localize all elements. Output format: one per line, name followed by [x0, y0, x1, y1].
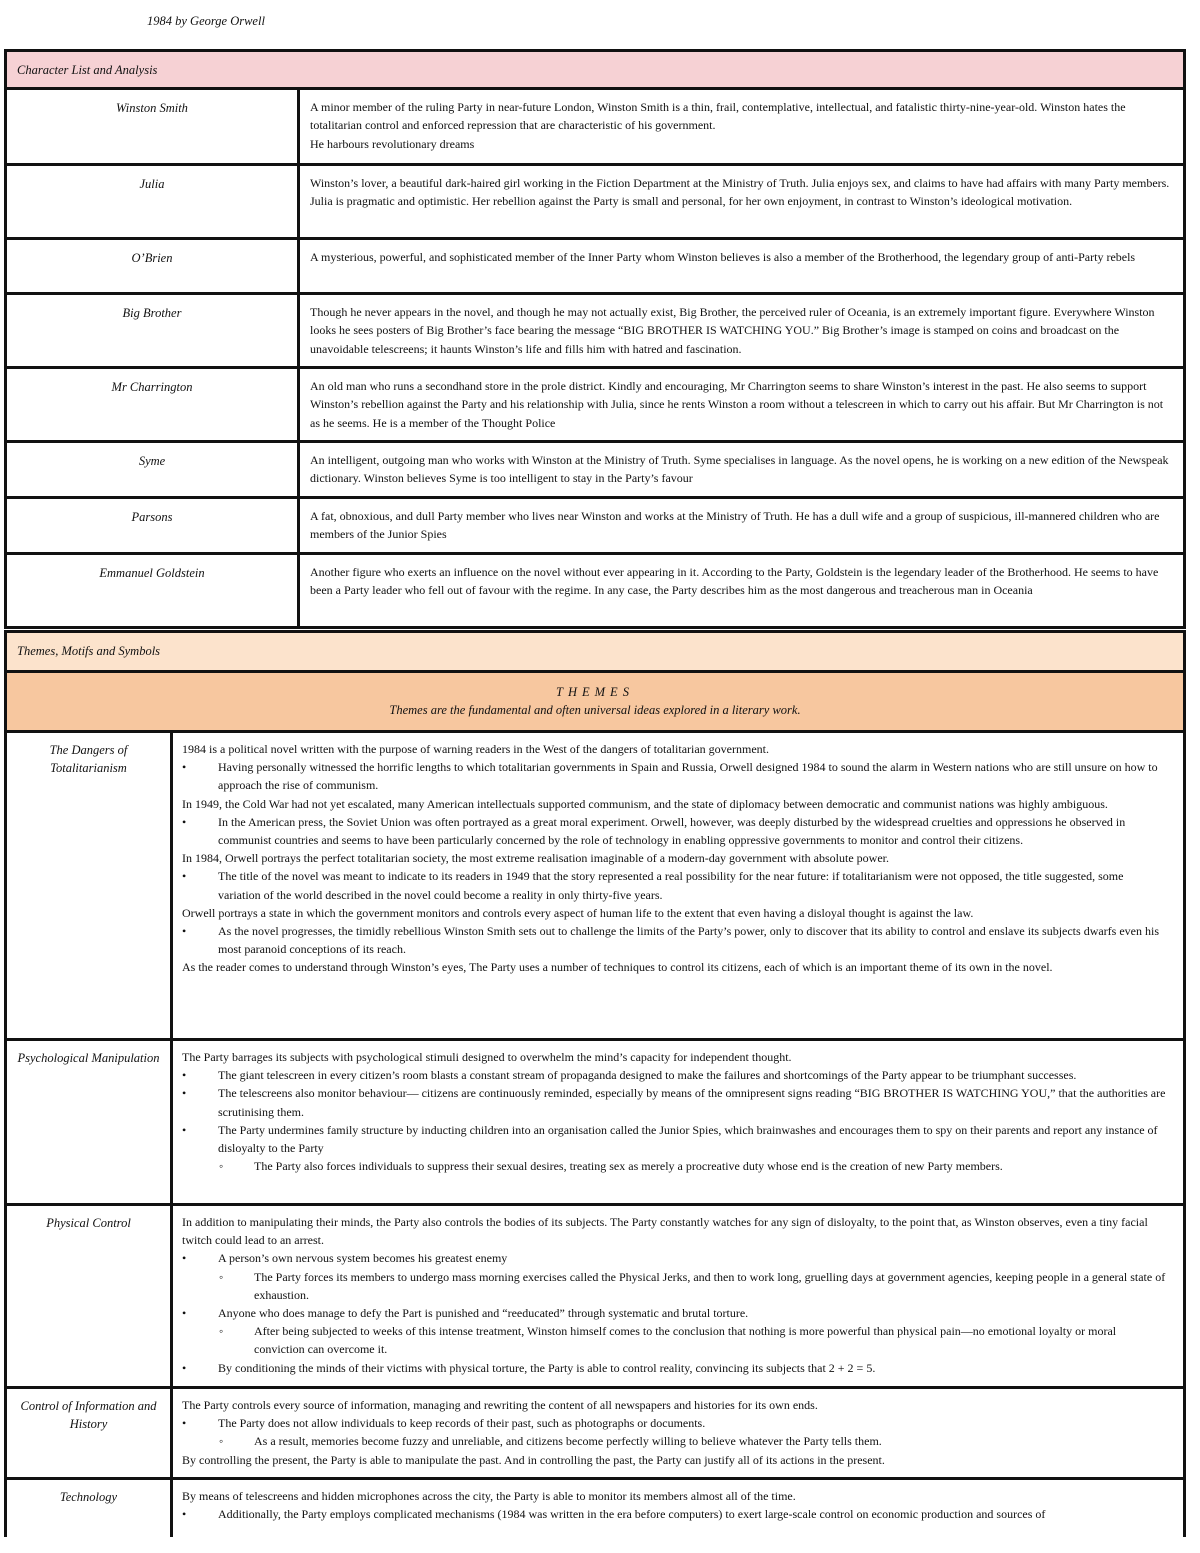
themes-banner: [7, 673, 1183, 730]
character-description: Winston’s lover, a beautiful dark-haired girl working in the Fiction Department at the Ministry of Truth. Julia enjoys sex, and claims to have had affairs with many Party members. Julia is pragmatic and optimistic. Her rebellion against the Party is small and personal, for her own enjoyment, in contrast to Winston’s ideological motivation.: [310, 176, 1170, 209]
theme-paragraph: By means of telescreens and hidden microphones across the city, the Party is able to monitor its members almost all of the time.: [182, 1489, 796, 1503]
themes-table: [4, 630, 1186, 1537]
theme-bullet: • In the American press, the Soviet Union was often portrayed as a great moral experiment. Orwell, however, was deeply disturbed by the widespread cruelties and oppressions he observed in communist countries and seems to have been particularly concerned by the role of technology in enabling oppressive governments to monitor and control their citizens.: [182, 813, 1169, 849]
theme-bullet: • The giant telescreen in every citizen’s room blasts a constant stream of propaganda designed to make the failures and shortcomings of the Party appear to be triumphant successes.: [182, 1066, 1169, 1084]
theme-body: [173, 1389, 1183, 1477]
theme-bullet: • The telescreens also monitor behaviour— citizens are continuously reminded, especially by means of the omnipresent signs reading “BIG BROTHER IS WATCHING YOU,” that the authorities are scrutinising them.: [182, 1084, 1169, 1120]
character-description: An intelligent, outgoing man who works with Winston at the Ministry of Truth. Syme specialises in language. As the novel opens, he is working on a new edition of the Newspeak dictionary. Winston believes Syme is too intelligent to stay in the Party’s favour: [310, 453, 1169, 486]
theme-bullet: • Having personally witnessed the horrific lengths to which totalitarian governments in Spain and Russia, Orwell designed 1984 to sound the alarm in Western nations who are still unsure on how to approach the rise of communism.: [182, 758, 1169, 794]
theme-row: [7, 1386, 1183, 1477]
character-name: Mr Charrington: [7, 369, 300, 440]
theme-body: [173, 1480, 1183, 1537]
character-table: [4, 49, 1186, 629]
theme-row: [7, 1477, 1183, 1537]
theme-paragraph: Orwell portrays a state in which the government monitors and controls every aspect of human life to the extent that even having a disloyal thought is against the law.: [182, 905, 974, 920]
theme-paragraph: As the reader comes to understand through Winston’s eyes, The Party uses a number of techniques to control its citizens, each of which is an important theme of its own in the novel.: [182, 960, 1053, 975]
theme-bullet: • By conditioning the minds of their victims with physical torture, the Party is able to control reality, convincing its subjects that 2 + 2 = 5.: [182, 1359, 1169, 1377]
character-name: O’Brien: [7, 240, 300, 292]
character-section-title: Character List and Analysis: [7, 52, 1183, 90]
character-row: [7, 552, 1183, 626]
theme-name: Psychological Manipulation: [7, 1041, 173, 1203]
theme-paragraph: The Party controls every source of information, managing and rewriting the content of all newspapers and histories for its own ends.: [182, 1398, 818, 1412]
character-row: [7, 366, 1183, 440]
theme-body: [173, 1041, 1183, 1203]
character-name: Julia: [7, 166, 300, 237]
theme-bullet: • A person’s own nervous system becomes his greatest enemy: [182, 1249, 1169, 1267]
theme-row: [7, 1038, 1183, 1203]
character-name: Syme: [7, 443, 300, 496]
character-description: A mysterious, powerful, and sophisticated member of the Inner Party whom Winston believes is also a member of the Brotherhood, the legendary group of anti-Party rebels: [310, 250, 1136, 264]
character-description: Though he never appears in the novel, and though he may not actually exist, Big Brother, the perceived ruler of Oceania, is an extremely important figure. Everywhere Winston looks he sees posters of Big Brother’s face bearing the message “BIG BROTHER IS WATCHING YOU.” Big Brother’s image is stamped on coins and broadcast on the unavoidable telescreens; it haunts Winston’s life and fills him with hatred and fascination.: [310, 305, 1155, 356]
character-row: [7, 90, 1183, 163]
character-row: [7, 496, 1183, 552]
theme-bullet: • Additionally, the Party employs complicated mechanisms (1984 was written in the era before computers) to exert large-scale control on economic production and sources of: [182, 1505, 1169, 1523]
theme-sub-bullet: ◦ The Party also forces individuals to suppress their sexual desires, treating sex as merely a procreative duty whose end is the creation of new Party members.: [182, 1157, 1169, 1175]
theme-sub-bullet: ◦ After being subjected to weeks of this intense treatment, Winston himself comes to the conclusion that nothing is more powerful than physical pain—no emotional loyalty or moral conviction can overcome it.: [182, 1322, 1169, 1358]
character-row: [7, 440, 1183, 496]
theme-sub-bullet: ◦ As a result, memories become fuzzy and unreliable, and citizens become perfectly willing to believe whatever the Party tells them.: [182, 1432, 1169, 1450]
themes-section-title: Themes, Motifs and Symbols: [7, 633, 1183, 673]
themes-banner-title: THEMES: [556, 685, 634, 699]
character-name: Big Brother: [7, 295, 300, 366]
character-row: [7, 292, 1183, 366]
themes-banner-subtitle: Themes are the fundamental and often universal ideas explored in a literary work.: [389, 703, 801, 717]
theme-name: Physical Control: [7, 1206, 173, 1386]
character-name: Winston Smith: [7, 90, 300, 163]
theme-sub-bullet: ◦ The Party forces its members to undergo mass morning exercises called the Physical Jerks, and then to work long, gruelling days at government agencies, keeping people in a general state of exhaustion.: [182, 1268, 1169, 1304]
theme-name: The Dangers of Totalitarianism: [7, 733, 173, 1038]
theme-bullet: • The title of the novel was meant to indicate to its readers in 1949 that the story represented a real possibility for the near future: if totalitarianism were not opposed, the title suggested, some variation of the world described in the novel could become a reality in only thirty-five years.: [182, 867, 1169, 903]
theme-row: [7, 1203, 1183, 1386]
character-name: Emmanuel Goldstein: [7, 555, 300, 626]
theme-bullet: • The Party does not allow individuals to keep records of their past, such as photographs or documents.: [182, 1414, 1169, 1432]
character-description: A fat, obnoxious, and dull Party member who lives near Winston and works at the Ministry of Truth. He has a dull wife and a group of suspicious, ill-mannered children who are members of the Junior Spies: [310, 509, 1160, 542]
character-row: [7, 237, 1183, 292]
theme-paragraph: In 1949, the Cold War had not yet escalated, many American intellectuals supported communism, and the state of diplomacy between democratic and communist nations was highly ambiguous.: [182, 796, 1108, 811]
character-description: Another figure who exerts an influence on the novel without ever appearing in it. According to the Party, Goldstein is the legendary leader of the Brotherhood. He seems to have been a Party leader who fell out of favour with the regime. In any case, the Party describes him as the most dangerous and treacherous man in Oceania: [310, 565, 1159, 598]
character-description: [300, 90, 1183, 163]
theme-row: [7, 730, 1183, 1038]
page-header: 1984 by George Orwell: [147, 14, 265, 28]
theme-bullet: • As the novel progresses, the timidly rebellious Winston Smith sets out to challenge the limits of the Party’s power, only to discover that its ability to control and enslave its subjects dwarfs even his most paranoid conceptions of its reach.: [182, 922, 1169, 958]
description-line: He harbours revolutionary dreams: [310, 136, 475, 151]
theme-paragraph: In addition to manipulating their minds, the Party also controls the bodies of its subjects. The Party constantly watches for any sign of disloyalty, to the point that, as Winston observes, even a tiny facial twitch could lead to an arrest.: [182, 1215, 1148, 1248]
theme-name: Control of Information and History: [7, 1389, 173, 1477]
description-line: A minor member of the ruling Party in near-future London, Winston Smith is a thin, frail, contemplative, intellectual, and fatalistic thirty-nine-year-old. Winston hates the totalitarian control and enforced repression that are characteristic of his government.: [310, 100, 1126, 133]
theme-paragraph: In 1984, Orwell portrays the perfect totalitarian society, the most extreme realisation imaginable of a modern-day government with absolute power.: [182, 851, 889, 866]
character-name: Parsons: [7, 499, 300, 552]
theme-paragraph: The Party barrages its subjects with psychological stimuli designed to overwhelm the mind’s capacity for independent thought.: [182, 1050, 792, 1064]
character-description: An old man who runs a secondhand store in the prole district. Kindly and encouraging, Mr Charrington seems to share Winston’s interest in the past. He also seems to support Winston’s rebellion against the Party and his relationship with Julia, since he rents Winston a room without a telescreen in which to carry out his affair. But Mr Charrington is not as he seems. He is a member of the Thought Police: [310, 379, 1164, 430]
theme-body: [173, 1206, 1183, 1386]
theme-paragraph: By controlling the present, the Party is able to manipulate the past. And in controlling the past, the Party can justify all of its actions in the present.: [182, 1452, 885, 1467]
theme-name: Technology: [7, 1480, 173, 1537]
theme-body: [173, 733, 1183, 1038]
theme-paragraph: 1984 is a political novel written with the purpose of warning readers in the West of the dangers of totalitarian government.: [182, 742, 769, 756]
theme-bullet: • The Party undermines family structure by inducting children into an organisation called the Junior Spies, which brainwashes and encourages them to spy on their parents and report any instance of disloyalty to the Party: [182, 1121, 1169, 1157]
character-row: [7, 163, 1183, 237]
theme-bullet: • Anyone who does manage to defy the Part is punished and “reeducated” through systematic and brutal torture.: [182, 1304, 1169, 1322]
